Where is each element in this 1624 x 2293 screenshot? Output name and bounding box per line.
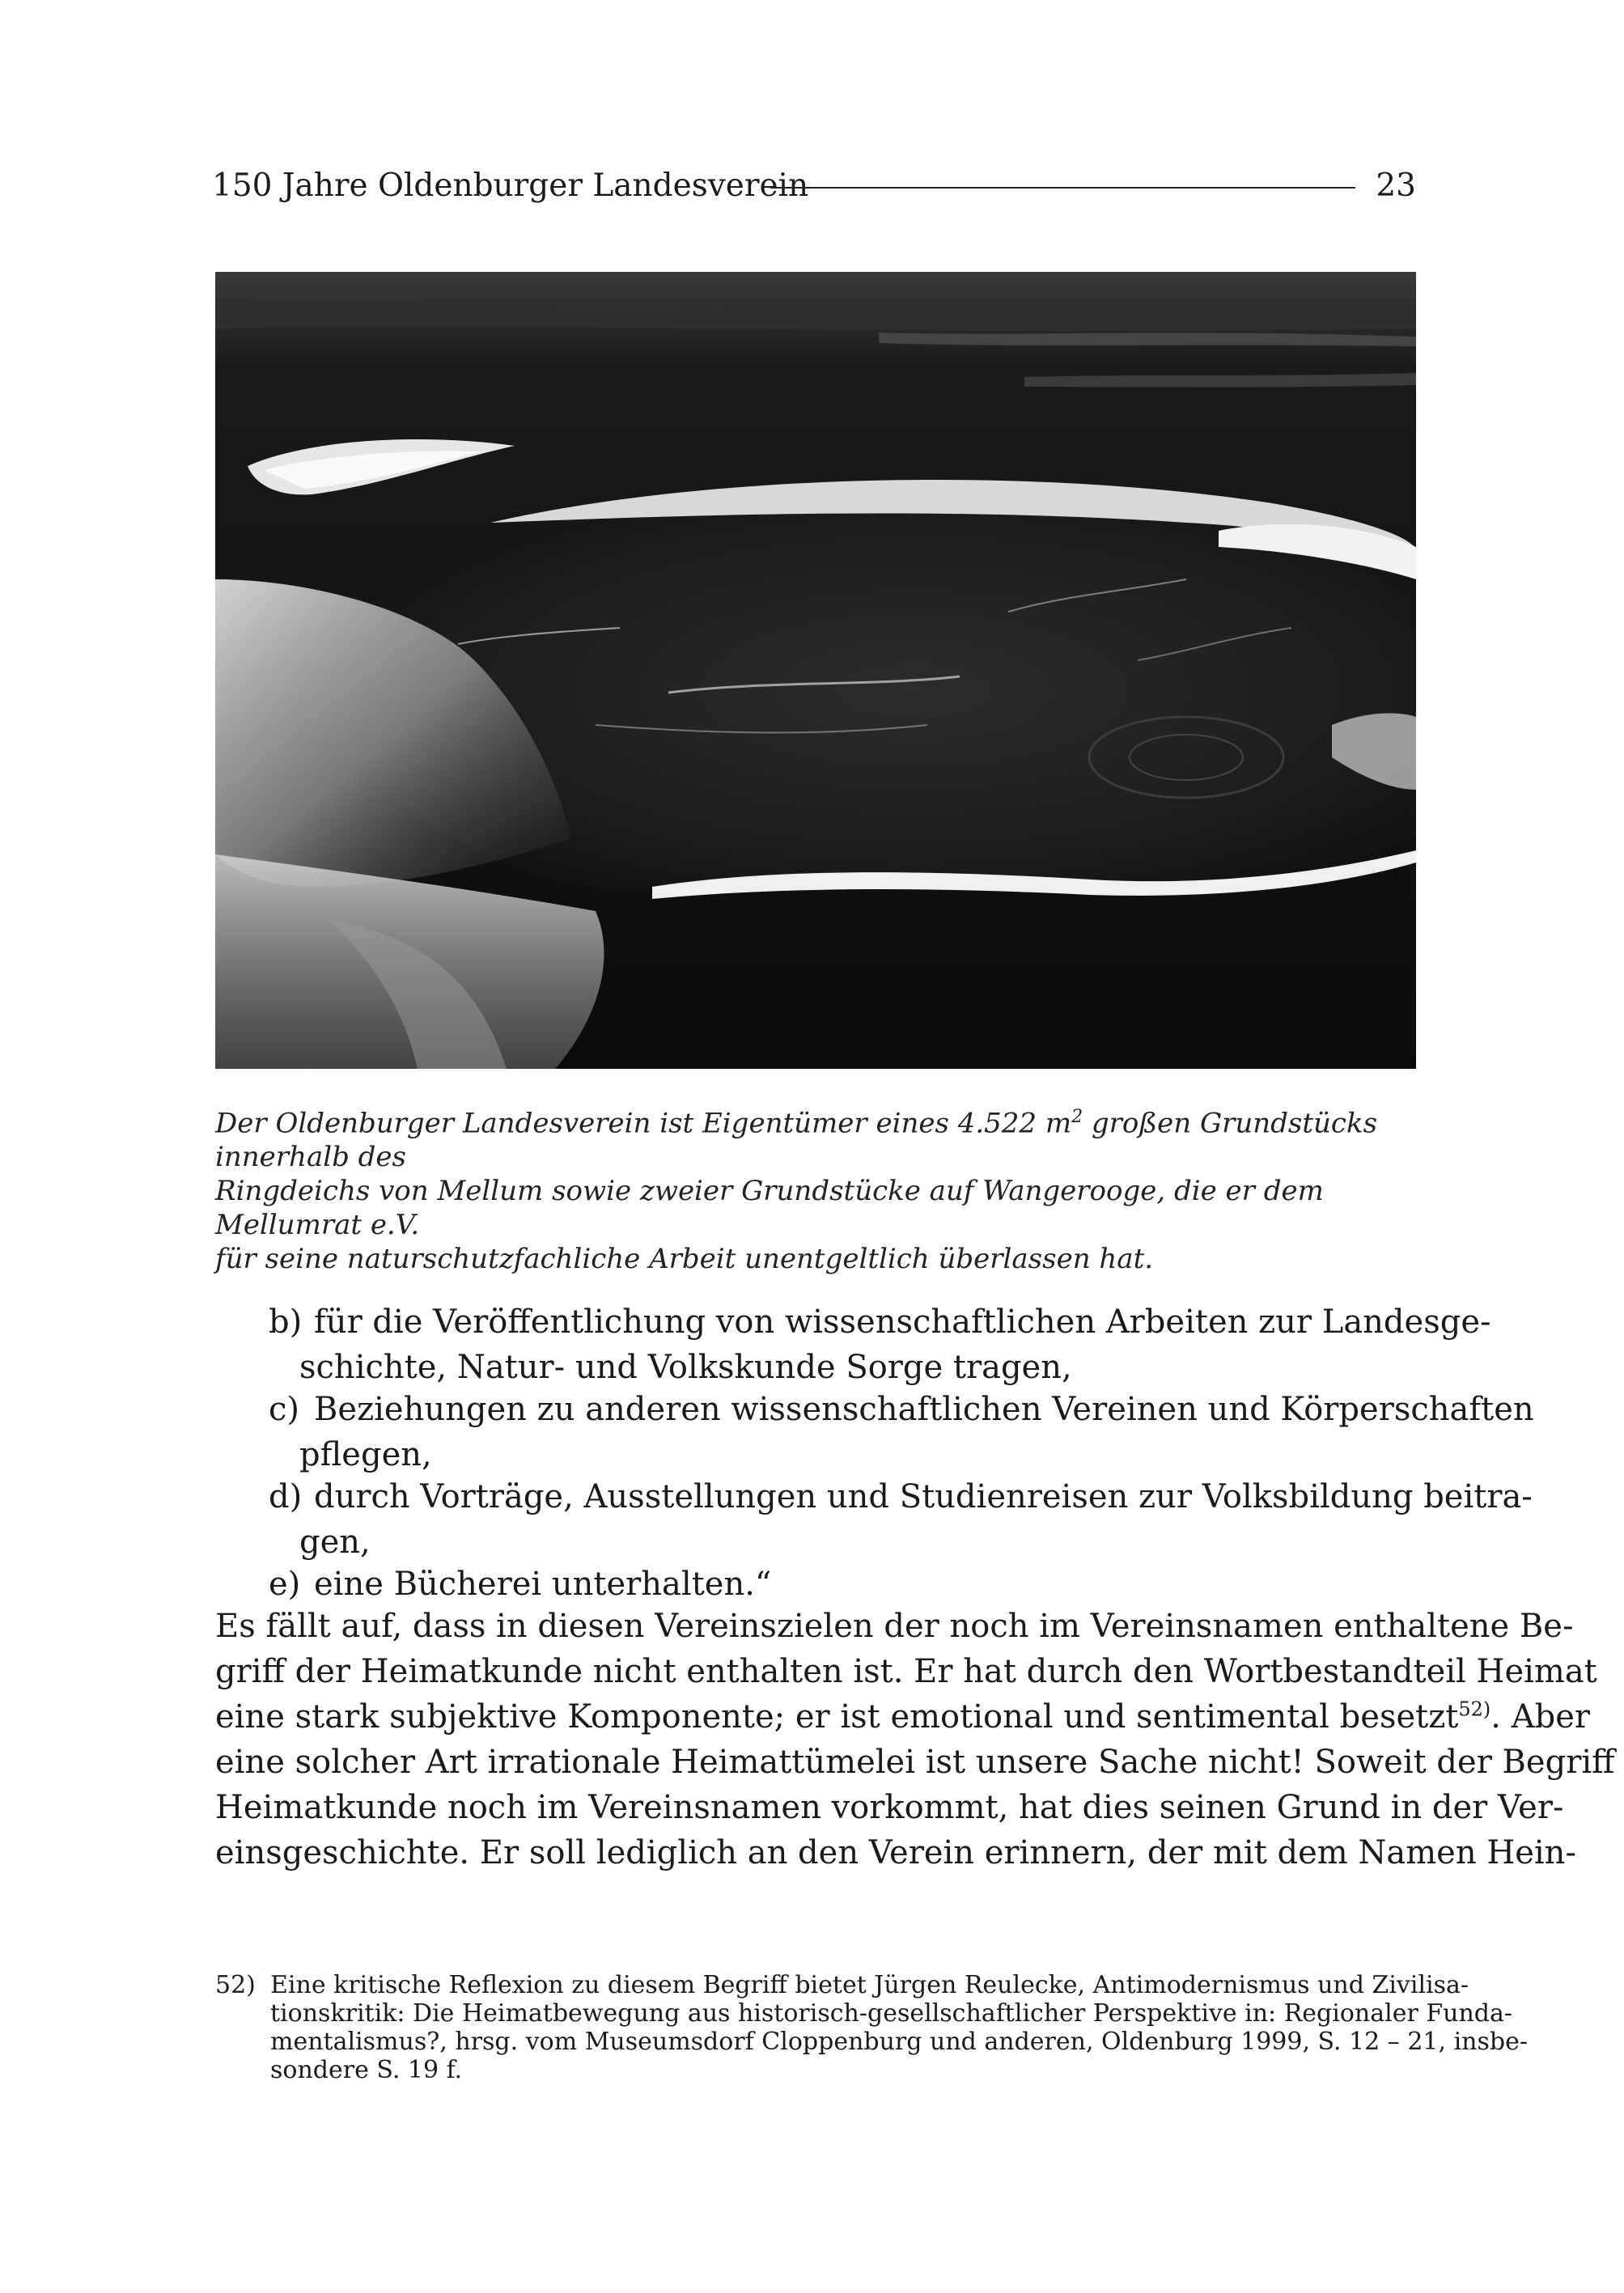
paragraph-line: eine solcher Art irrationale Heimattümelei ist unsere Sache nicht! Soweit der Begriff: [215, 1744, 1615, 1781]
superscript: 2: [1071, 1107, 1083, 1127]
list-text: für die Veröffentlichung von wissenschaftlichen Arbeiten zur Landesge-: [314, 1303, 1491, 1341]
footnote-line: tionskritik: Die Heimatbewegung aus historisch-gesellschaftlicher Perspektive in: Regionaler Funda-: [270, 1999, 1513, 2028]
footnote-number: 52): [215, 1971, 256, 1999]
paragraph-line: eine stark subjektive Komponente; er ist emotional und sentimental besetzt$^{52)}$. Aber: [215, 1697, 1590, 1736]
list-label: c): [269, 1391, 300, 1428]
paragraph-line: griff der Heimatkunde nicht enthalten ist. Er hat durch den Wortbestandteil Heimat: [215, 1653, 1597, 1690]
list-text: Beziehungen zu anderen wissenschaftlichen Vereinen und Körperschaften: [314, 1391, 1534, 1428]
list-label: e): [269, 1566, 301, 1603]
caption-line: Der Oldenburger Landesverein ist Eigentümer eines 4.522 $m^2$ großen Grundstücks innerhalb des: [215, 1107, 1378, 1174]
header-rule: [770, 187, 1355, 189]
list-text: durch Vorträge, Ausstellungen und Studienreisen zur Volksbildung beitra-: [314, 1478, 1533, 1515]
figure-caption: [215, 1100, 1416, 1276]
running-header: [212, 163, 1416, 209]
paragraph-line: Heimatkunde noch im Vereinsnamen vorkommt, hat dies seinen Grund in der Ver-: [215, 1789, 1564, 1826]
list-text: eine Bücherei unterhalten.“: [314, 1566, 772, 1603]
list-text-continued: pflegen,: [299, 1436, 432, 1473]
caption-line: für seine naturschutzfachliche Arbeit unentgeltlich überlassen hat.: [215, 1243, 1154, 1276]
caption-line: Ringdeichs von Mellum sowie zweier Grundstücke auf Wangerooge, die er dem Mellumrat e.V.: [215, 1175, 1324, 1242]
list-text-continued: schichte, Natur- und Volkskunde Sorge tragen,: [299, 1349, 1072, 1386]
page-number: 23: [1376, 167, 1416, 204]
list-text-continued: gen,: [299, 1524, 371, 1561]
footnote-line: Eine kritische Reflexion zu diesem Begriff bietet Jürgen Reulecke, Antimodernismus und Zivilisa-: [270, 1971, 1469, 1999]
footnote-reference: 52): [1458, 1697, 1491, 1721]
footnote-line: mentalismus?, hrsg. vom Museumsdorf Cloppenburg und anderen, Oldenburg 1999, S. 12 – 21, insbe-: [270, 2028, 1528, 2056]
list-label: d): [269, 1478, 303, 1515]
running-title: 150 Jahre Oldenburger Landesverein: [212, 167, 809, 204]
list-label: b): [269, 1303, 303, 1341]
paragraph-line: Es fällt auf, dass in diesen Vereinszielen der noch im Vereinsnamen enthaltene Be-: [215, 1608, 1574, 1645]
paragraph-line: einsgeschichte. Er soll lediglich an den Verein erinnern, der mit dem Namen Hein-: [215, 1834, 1576, 1871]
aerial-photograph: [215, 272, 1416, 1069]
footnote-line: sondere S. 19 f.: [270, 2056, 463, 2084]
